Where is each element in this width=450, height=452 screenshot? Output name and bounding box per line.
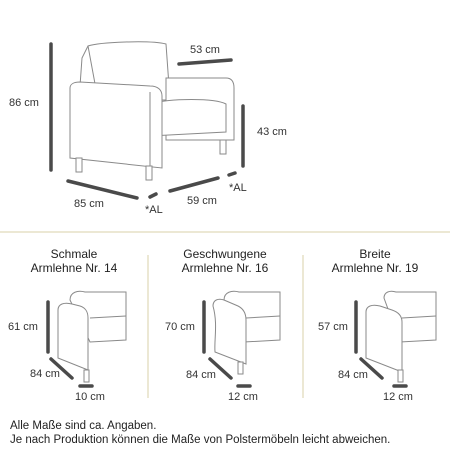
note-line-2: Je nach Produktion können die Maße von Polstermöbeln leicht abweichen. (10, 434, 391, 446)
al-left-label: *AL (145, 204, 163, 216)
armrest-14-title (2, 247, 146, 275)
al-left-bar (150, 194, 156, 197)
width-label: 85 cm (74, 198, 104, 210)
leg-front-left (76, 158, 82, 172)
leg-back-right (220, 140, 226, 154)
al-right-bar (229, 173, 235, 175)
armrest-16-title (150, 247, 300, 275)
seat-depth-dimension-bar (179, 60, 231, 64)
note-line-1: Alle Maße sind ca. Angaben. (10, 420, 157, 432)
armrest-16-depth-label: 84 cm (186, 369, 216, 381)
armrest-19-depth-label: 84 cm (338, 369, 368, 381)
armrest-16-arm (213, 299, 246, 364)
armrest-14-illustration (58, 291, 126, 382)
armrest-19-leg (398, 370, 403, 382)
back-side-line (80, 46, 88, 86)
armrest-16-height-label: 70 cm (165, 321, 195, 333)
armrest-19-arm (366, 305, 402, 372)
armrest-16-leg (238, 362, 243, 374)
leg-front-right (146, 166, 152, 180)
armrest-16-title-line2: Armlehne Nr. 16 (181, 261, 269, 275)
armrest-19-title (305, 247, 445, 275)
width-dimension-bar (68, 181, 137, 198)
armrest-14-height-label: 61 cm (8, 321, 38, 333)
armrest-19-width-label: 12 cm (383, 391, 413, 403)
seat-depth-label: 53 cm (190, 44, 220, 56)
armrest-14-depth-label: 84 cm (30, 368, 60, 380)
armrest-14-arm (58, 303, 88, 370)
armrest-14-title-line1: Schmale (50, 247, 98, 261)
armrest-14-leg (84, 370, 89, 382)
seat-height-label: 43 cm (257, 126, 287, 138)
armrest-19-illustration (366, 291, 436, 382)
armrest-14-width-label: 10 cm (75, 391, 105, 403)
armrest-19-title-line2: Armlehne Nr. 19 (331, 261, 419, 275)
armrest-19-title-line1: Breite (359, 247, 391, 261)
depth-dimension-bar (170, 178, 218, 191)
armrest-16-title-line1: Geschwungene (183, 247, 267, 261)
front-arm-shape (70, 82, 162, 168)
height-label: 86 cm (9, 97, 39, 109)
armrest-14-title-line2: Armlehne Nr. 14 (30, 261, 118, 275)
al-right-label: *AL (229, 182, 247, 194)
armrest-19-height-label: 57 cm (318, 321, 348, 333)
armrest-16-width-label: 12 cm (228, 391, 258, 403)
armrest-16-illustration (213, 291, 280, 374)
depth-label: 59 cm (187, 195, 217, 207)
